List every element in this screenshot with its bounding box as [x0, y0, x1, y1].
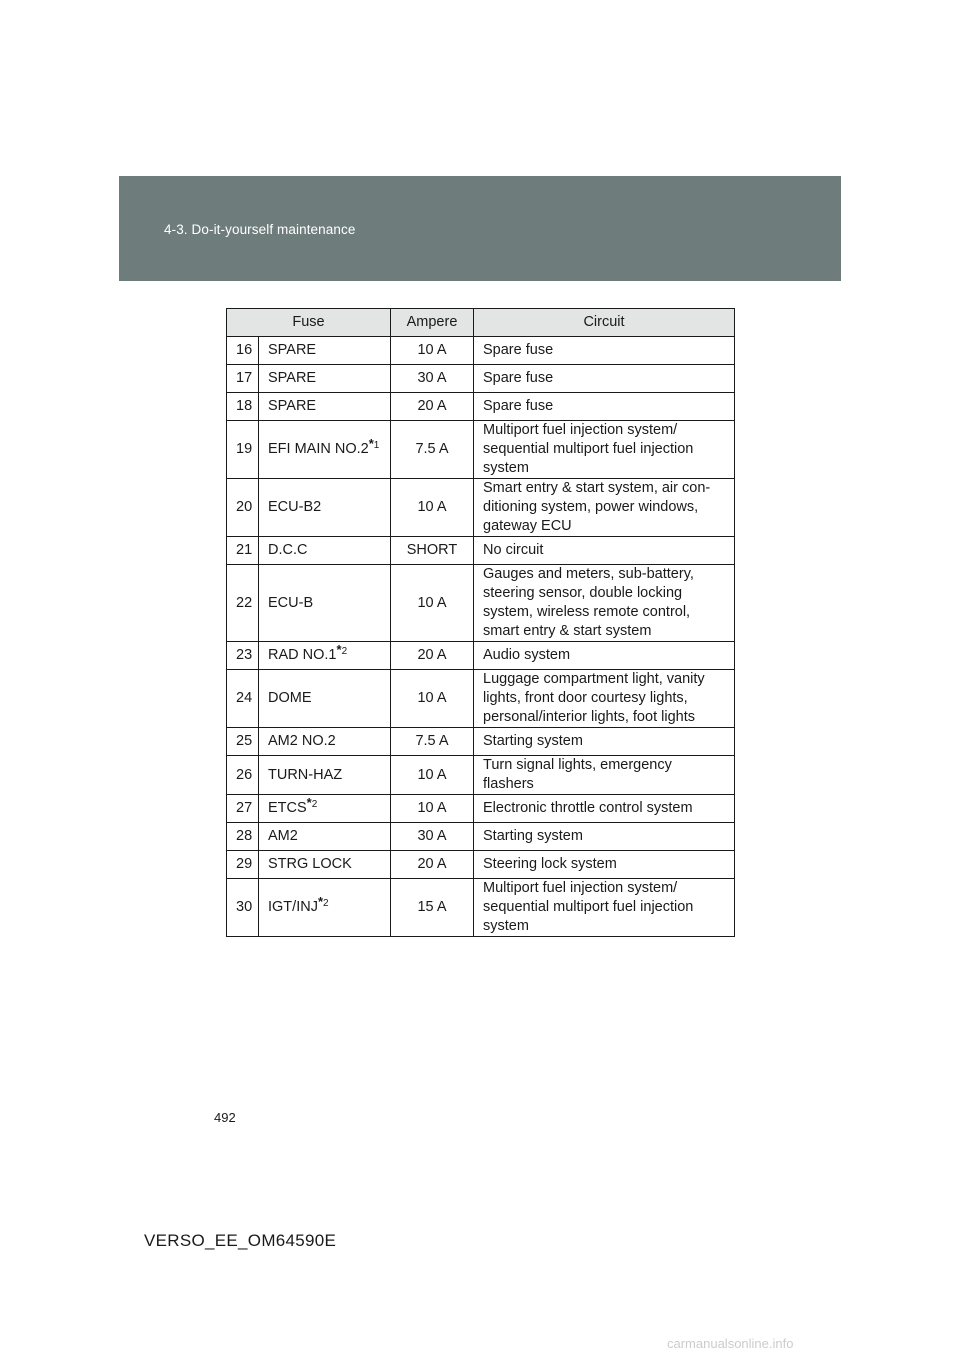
section-header-band [119, 176, 841, 281]
fuse-name: SPARE [268, 398, 317, 414]
circuit-description: Spare fuse [474, 337, 735, 365]
fuse-name-cell [259, 565, 391, 642]
watermark: carmanualsonline.info [667, 1336, 794, 1351]
fuse-name-cell [259, 537, 391, 565]
ampere-value: 10 A [391, 670, 474, 728]
ampere-value: 30 A [391, 823, 474, 851]
fuse-name: SPARE [268, 370, 317, 386]
column-header-ampere: Ampere [391, 309, 474, 337]
fuse-name: ETCS [268, 800, 307, 816]
table-row [227, 795, 735, 823]
fuse-name-cell [259, 823, 391, 851]
fuse-name-cell [259, 365, 391, 393]
table-row [227, 670, 735, 728]
ampere-value: 20 A [391, 393, 474, 421]
asterisk-icon: * [306, 795, 312, 810]
circuit-description: Starting system [474, 823, 735, 851]
fuse-number: 29 [227, 851, 259, 879]
fuse-name: AM2 [268, 828, 298, 844]
table-row [227, 393, 735, 421]
table-header-row [227, 309, 735, 337]
fuse-name-cell [259, 728, 391, 756]
circuit-description: Turn signal lights, emergency flashers [474, 756, 735, 795]
fuse-table [226, 308, 735, 937]
table-row [227, 537, 735, 565]
fuse-name: DOME [268, 690, 312, 706]
ampere-value: 20 A [391, 642, 474, 670]
document-code: VERSO_EE_OM64590E [144, 1231, 337, 1250]
footnote-marker [368, 436, 380, 451]
column-header-fuse: Fuse [227, 309, 391, 337]
circuit-description: Spare fuse [474, 365, 735, 393]
fuse-name-cell [259, 879, 391, 937]
footnote-marker [336, 642, 348, 657]
circuit-description: Smart entry & start system, air con-ditioning system, power windows, gateway ECU [474, 479, 735, 537]
fuse-name-cell [259, 421, 391, 479]
fuse-name: ECU-B [268, 594, 314, 611]
fuse-number: 21 [227, 537, 259, 565]
table-row [227, 728, 735, 756]
circuit-description: Gauges and meters, sub-battery, steering sensor, double locking system, wireless remote control, smart entry & start system [474, 565, 735, 642]
fuse-name: D.C.C [268, 542, 308, 558]
table-row [227, 421, 735, 479]
fuse-number: 22 [227, 565, 259, 642]
fuse-name: EFI MAIN NO.2 [268, 441, 369, 457]
ampere-value: 7.5 A [391, 728, 474, 756]
column-header-circuit: Circuit [474, 309, 735, 337]
ampere-value: 10 A [391, 479, 474, 537]
footnote-marker [317, 894, 329, 909]
table-row [227, 851, 735, 879]
fuse-name-cell [259, 393, 391, 421]
fuse-name: RAD NO.1 [268, 647, 337, 663]
ampere-value: 7.5 A [391, 421, 474, 479]
fuse-number: 19 [227, 421, 259, 479]
circuit-description: Electronic throttle control system [474, 795, 735, 823]
table-row [227, 756, 735, 795]
fuse-number: 24 [227, 670, 259, 728]
section-title: 4-3. Do-it-yourself maintenance [164, 222, 356, 237]
footnote-number: 2 [341, 646, 348, 657]
asterisk-icon: * [336, 642, 342, 657]
fuse-name-cell [259, 756, 391, 795]
ampere-value: 30 A [391, 365, 474, 393]
ampere-value: 10 A [391, 337, 474, 365]
fuse-name-cell [259, 851, 391, 879]
table-row [227, 479, 735, 537]
footnote-number: 2 [323, 898, 329, 909]
circuit-description: Multiport fuel injection system/ sequential multiport fuel injection system [474, 421, 735, 479]
table-row [227, 642, 735, 670]
ampere-value: 10 A [391, 756, 474, 795]
asterisk-icon: * [317, 894, 324, 909]
fuse-name: ECU-B2 [268, 499, 322, 515]
footnote-number: 2 [311, 799, 318, 810]
circuit-description: Starting system [474, 728, 735, 756]
fuse-number: 25 [227, 728, 259, 756]
fuse-number: 27 [227, 795, 259, 823]
circuit-description: Multiport fuel injection system/ sequential multiport fuel injection system [474, 879, 735, 937]
table-row [227, 823, 735, 851]
fuse-number: 23 [227, 642, 259, 670]
fuse-number: 28 [227, 823, 259, 851]
ampere-value: 10 A [391, 795, 474, 823]
fuse-name: STRG LOCK [268, 856, 352, 872]
fuse-name: TURN-HAZ [268, 766, 343, 783]
table-row [227, 337, 735, 365]
circuit-description: Luggage compartment light, vanity lights, front door courtesy lights, personal/interior lights, foot lights [474, 670, 735, 728]
fuse-name-cell [259, 795, 391, 823]
circuit-description: Audio system [474, 642, 735, 670]
fuse-name: AM2 NO.2 [268, 733, 336, 749]
circuit-description: No circuit [474, 537, 735, 565]
fuse-number: 18 [227, 393, 259, 421]
fuse-number: 20 [227, 479, 259, 537]
circuit-description: Spare fuse [474, 393, 735, 421]
footnote-number: 1 [373, 440, 380, 451]
fuse-name-cell [259, 337, 391, 365]
table-row [227, 565, 735, 642]
ampere-value: 20 A [391, 851, 474, 879]
fuse-name-cell [259, 642, 391, 670]
asterisk-icon: * [368, 436, 374, 451]
fuse-name: SPARE [268, 342, 317, 358]
circuit-description: Steering lock system [474, 851, 735, 879]
ampere-value: 10 A [391, 565, 474, 642]
fuse-name: IGT/INJ [268, 899, 318, 915]
footnote-marker [306, 795, 318, 810]
ampere-value: SHORT [391, 537, 474, 565]
fuse-number: 16 [227, 337, 259, 365]
table-row [227, 365, 735, 393]
page-number: 492 [214, 1110, 236, 1125]
fuse-name-cell [259, 670, 391, 728]
fuse-number: 26 [227, 756, 259, 795]
ampere-value: 15 A [391, 879, 474, 937]
fuse-number: 17 [227, 365, 259, 393]
fuse-number: 30 [227, 879, 259, 937]
table-row [227, 879, 735, 937]
fuse-name-cell [259, 479, 391, 537]
